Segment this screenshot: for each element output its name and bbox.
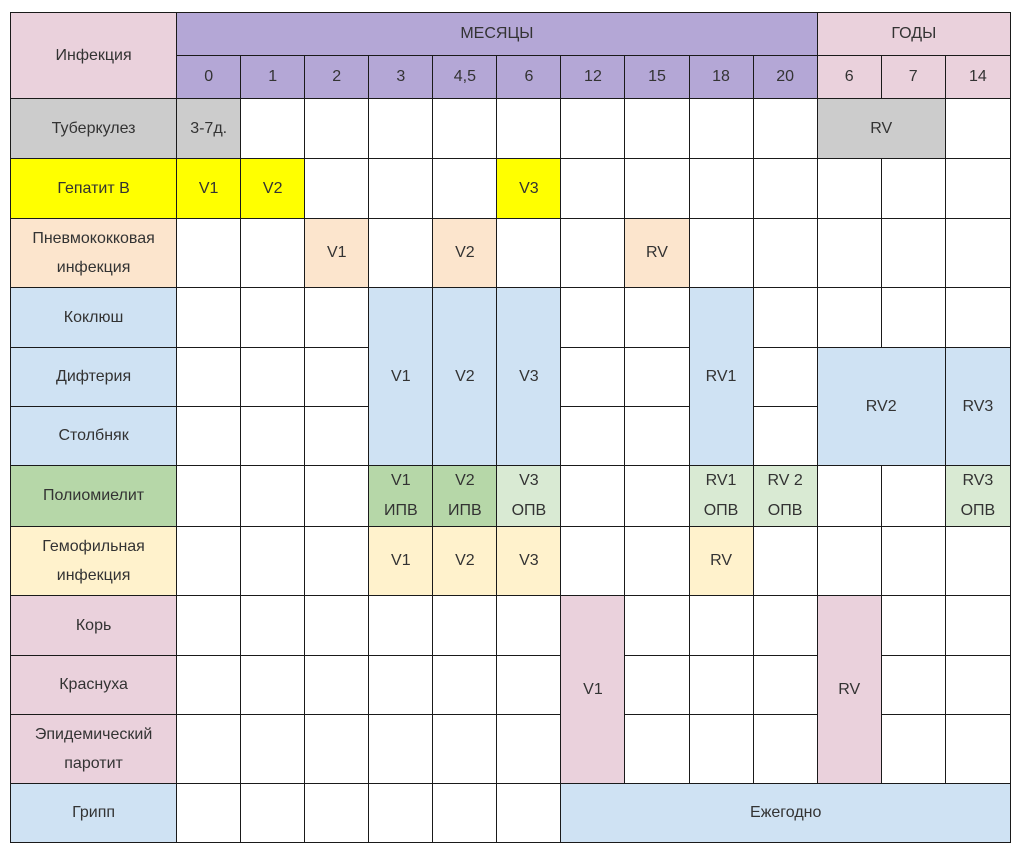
empty-cell [241, 466, 305, 527]
empty-cell [817, 466, 881, 527]
empty-cell [177, 407, 241, 466]
infection-label-measles: Корь [11, 596, 177, 656]
empty-cell [689, 715, 753, 784]
empty-cell [753, 99, 817, 159]
empty-cell [945, 656, 1010, 715]
empty-cell [561, 527, 625, 596]
vaccine-cell-hepatitis-b-v3: V3 [497, 159, 561, 219]
empty-cell [881, 219, 945, 288]
empty-cell [241, 596, 305, 656]
vaccine-cell-pneumococcal-v2: V2 [433, 219, 497, 288]
vaccine-cell-dtp-v3: V3 [497, 288, 561, 466]
empty-cell [305, 784, 369, 843]
empty-cell [369, 219, 433, 288]
empty-cell [817, 527, 881, 596]
years-header: ГОДЫ [817, 13, 1010, 56]
vaccine-cell-haemophilus-v3: V3 [497, 527, 561, 596]
month-header-cell: 0 [177, 56, 241, 99]
vaccine-cell-dtp-v1: V1 [369, 288, 433, 466]
empty-cell [433, 159, 497, 219]
months-header: МЕСЯЦЫ [177, 13, 818, 56]
year-header-cell: 14 [945, 56, 1010, 99]
empty-cell [241, 219, 305, 288]
empty-cell [817, 288, 881, 348]
month-header-cell: 20 [753, 56, 817, 99]
empty-cell [369, 596, 433, 656]
empty-cell [241, 715, 305, 784]
empty-cell [241, 527, 305, 596]
empty-cell [241, 348, 305, 407]
infection-label-tuberculosis: Туберкулез [11, 99, 177, 159]
empty-cell [305, 715, 369, 784]
empty-cell [625, 99, 689, 159]
empty-cell [753, 407, 817, 466]
empty-cell [177, 348, 241, 407]
empty-cell [241, 407, 305, 466]
vaccine-cell-hepatitis-b-v1: V1 [177, 159, 241, 219]
vaccine-cell-dtp-rv3: RV3 [945, 348, 1010, 466]
empty-cell [177, 715, 241, 784]
vaccine-cell-haemophilus-rv: RV [689, 527, 753, 596]
empty-cell [945, 527, 1010, 596]
vaccine-cell-polio-rv3: RV3 ОПВ [945, 466, 1010, 527]
infection-label-mumps: Эпидемический паротит [11, 715, 177, 784]
empty-cell [369, 715, 433, 784]
empty-cell [881, 466, 945, 527]
empty-cell [177, 656, 241, 715]
vaccine-cell-pneumococcal-rv: RV [625, 219, 689, 288]
vaccine-cell-mmr-v1: V1 [561, 596, 625, 784]
empty-cell [561, 219, 625, 288]
empty-cell [881, 715, 945, 784]
empty-cell [305, 407, 369, 466]
empty-cell [625, 159, 689, 219]
empty-cell [561, 348, 625, 407]
empty-cell [945, 159, 1010, 219]
empty-cell [561, 99, 625, 159]
infection-label-diphtheria: Дифтерия [11, 348, 177, 407]
vaccine-cell-tuberculosis-v: 3-7д. [177, 99, 241, 159]
empty-cell [177, 596, 241, 656]
empty-cell [497, 784, 561, 843]
empty-cell [241, 288, 305, 348]
empty-cell [305, 466, 369, 527]
infection-label-pertussis: Коклюш [11, 288, 177, 348]
empty-cell [305, 656, 369, 715]
empty-cell [625, 715, 689, 784]
empty-cell [753, 288, 817, 348]
empty-cell [305, 99, 369, 159]
empty-cell [625, 596, 689, 656]
empty-cell [305, 596, 369, 656]
empty-cell [497, 596, 561, 656]
infection-label-hepatitis-b: Гепатит В [11, 159, 177, 219]
empty-cell [497, 715, 561, 784]
empty-cell [945, 596, 1010, 656]
month-header-cell: 1 [241, 56, 305, 99]
vaccine-cell-haemophilus-v2: V2 [433, 527, 497, 596]
empty-cell [881, 288, 945, 348]
empty-cell [817, 219, 881, 288]
empty-cell [625, 407, 689, 466]
empty-cell [241, 99, 305, 159]
empty-cell [881, 596, 945, 656]
vaccine-cell-mmr-rv: RV [817, 596, 881, 784]
empty-cell [561, 288, 625, 348]
empty-cell [433, 596, 497, 656]
empty-cell [177, 784, 241, 843]
empty-cell [689, 219, 753, 288]
empty-cell [369, 656, 433, 715]
empty-cell [369, 159, 433, 219]
year-header-cell: 6 [817, 56, 881, 99]
vaccine-cell-haemophilus-v1: V1 [369, 527, 433, 596]
empty-cell [881, 656, 945, 715]
empty-cell [433, 656, 497, 715]
empty-cell [753, 348, 817, 407]
vaccine-cell-influenza-annual: Ежегодно [561, 784, 1011, 843]
empty-cell [561, 466, 625, 527]
vaccine-cell-polio-rv2: RV 2 ОПВ [753, 466, 817, 527]
empty-cell [625, 527, 689, 596]
empty-cell [305, 159, 369, 219]
year-header-cell: 7 [881, 56, 945, 99]
empty-cell [945, 715, 1010, 784]
empty-cell [177, 219, 241, 288]
month-header-cell: 12 [561, 56, 625, 99]
empty-cell [625, 466, 689, 527]
empty-cell [561, 407, 625, 466]
infection-label-rubella: Краснуха [11, 656, 177, 715]
empty-cell [369, 784, 433, 843]
infection-label-polio: Полиомиелит [11, 466, 177, 527]
vaccine-cell-hepatitis-b-v2: V2 [241, 159, 305, 219]
empty-cell [305, 527, 369, 596]
vaccine-cell-polio-v2: V2 ИПВ [433, 466, 497, 527]
empty-cell [689, 99, 753, 159]
empty-cell [753, 219, 817, 288]
empty-cell [241, 784, 305, 843]
empty-cell [433, 715, 497, 784]
infection-label-pneumococcal: Пневмококковая инфекция [11, 219, 177, 288]
empty-cell [945, 288, 1010, 348]
empty-cell [753, 656, 817, 715]
empty-cell [369, 99, 433, 159]
empty-cell [753, 596, 817, 656]
empty-cell [433, 99, 497, 159]
empty-cell [689, 159, 753, 219]
empty-cell [945, 219, 1010, 288]
month-header-cell: 3 [369, 56, 433, 99]
vaccine-cell-dtp-rv1: RV1 [689, 288, 753, 466]
month-header-cell: 4,5 [433, 56, 497, 99]
empty-cell [241, 656, 305, 715]
empty-cell [305, 288, 369, 348]
empty-cell [561, 159, 625, 219]
empty-cell [177, 527, 241, 596]
infection-column-header: Инфекция [11, 13, 177, 99]
empty-cell [433, 784, 497, 843]
empty-cell [497, 99, 561, 159]
vaccine-cell-dtp-rv2: RV2 [817, 348, 945, 466]
empty-cell [497, 219, 561, 288]
empty-cell [817, 159, 881, 219]
month-header-cell: 2 [305, 56, 369, 99]
empty-cell [497, 656, 561, 715]
month-header-cell: 6 [497, 56, 561, 99]
empty-cell [881, 527, 945, 596]
infection-label-influenza: Грипп [11, 784, 177, 843]
empty-cell [625, 656, 689, 715]
empty-cell [625, 348, 689, 407]
empty-cell [177, 288, 241, 348]
empty-cell [177, 466, 241, 527]
vaccination-schedule-table [10, 12, 1011, 843]
vaccine-cell-polio-v3: V3 ОПВ [497, 466, 561, 527]
empty-cell [753, 715, 817, 784]
vaccine-cell-dtp-v2: V2 [433, 288, 497, 466]
empty-cell [689, 656, 753, 715]
vaccine-cell-polio-rv1: RV1 ОПВ [689, 466, 753, 527]
empty-cell [753, 527, 817, 596]
month-header-cell: 18 [689, 56, 753, 99]
empty-cell [625, 288, 689, 348]
infection-label-tetanus: Столбняк [11, 407, 177, 466]
empty-cell [945, 99, 1010, 159]
empty-cell [881, 159, 945, 219]
infection-label-haemophilus: Гемофильная инфекция [11, 527, 177, 596]
empty-cell [689, 596, 753, 656]
vaccine-cell-polio-v1: V1 ИПВ [369, 466, 433, 527]
vaccine-cell-tuberculosis-rv: RV [817, 99, 945, 159]
empty-cell [305, 348, 369, 407]
vaccine-cell-pneumococcal-v1: V1 [305, 219, 369, 288]
empty-cell [753, 159, 817, 219]
month-header-cell: 15 [625, 56, 689, 99]
